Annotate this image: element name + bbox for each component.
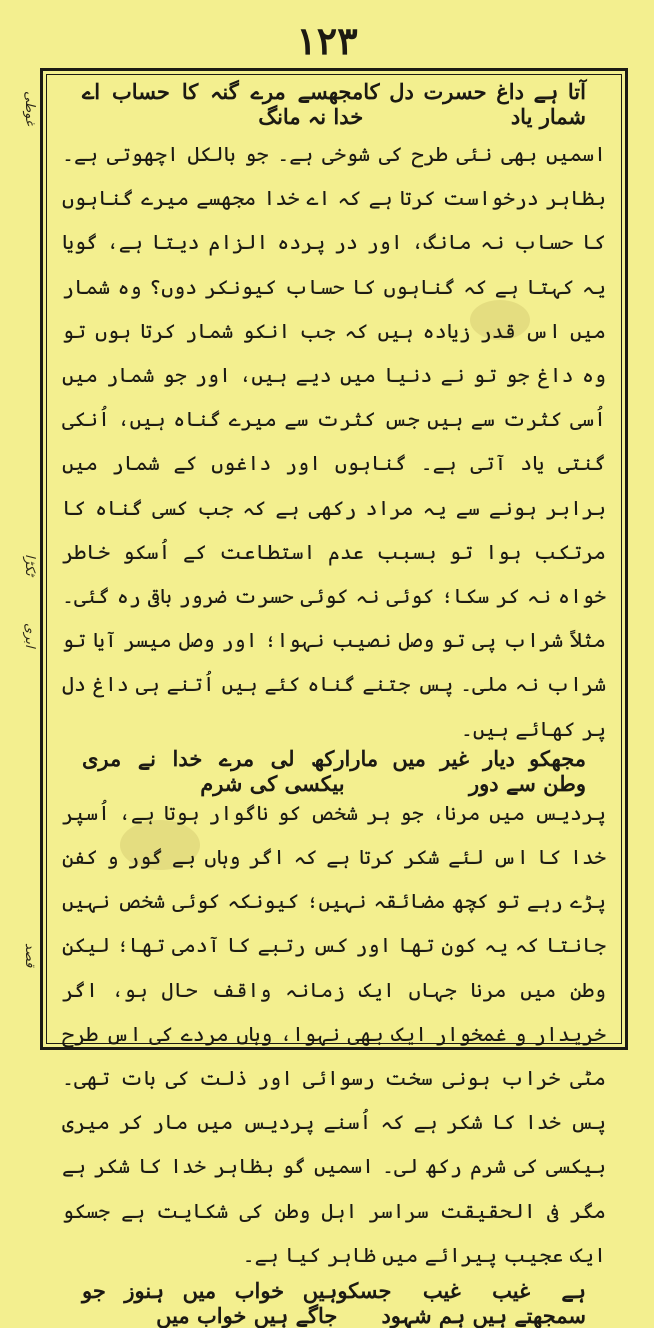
verse-couplet (58, 1278, 610, 1328)
page-content (58, 78, 610, 1328)
margin-note: قصد (22, 942, 37, 968)
verse-hemistich-first: ہے غیب غیب جسکو سمجھتے ہیں ہم شہود (337, 1278, 586, 1328)
verse-hemistich-first: مجھکو دیار غیر میں مارا وطن سے دور (344, 745, 586, 796)
verse-hemistich-first: آتا ہے داغ حسرت دل کا شمار یاد (363, 79, 586, 129)
commentary-paragraph: اسمیں بھی نئی طرح کی شوخی ہے۔ جو بالکل اچھوتی ہے۔ بظاہر درخواست کرتا ہے کہ اے خدا مجھسے میرے گناہوں کا حساب نہ مانگ، اور در پردہ الزام دیتا ہے، گویا یہ کہتا ہے کہ گناہوں کا حساب کیونکر دوں؟ وہ شمار میں اس قدر زیادہ ہیں کہ جب انکو شمار کرتا ہوں تو وہ داغ جو تو نے دنیا میں دیے ہیں، اور جو شمار میں اُسی کثرت سے ہیں جس کثرت سے میرے گناہ ہیں، اُنکی گنتی یاد آتی ہے۔ گناہوں اور داغوں کے شمار میں برابر ہونے سے یہ مراد رکھی ہے کہ جب کسی گناہ کا مرتکب ہوا تو بسبب عدم استطاعت کے اُسکو خاطر خواہ نہ کر سکا؛ کوئی نہ کوئی حسرت ضرور باقی رہ گئی۔ مثلاً شراب پی تو وصل نصیب نہوا؛ اور وصل میسر آیا تو شراب نہ ملی۔ پس جتنے گناہ کئے ہیں اُتنے ہی داغ دل پر کھائے ہیں۔ (62, 142, 606, 741)
verse-hemistich-second: مجھسے مرے گنہ کا حساب اے خدا نہ مانگ (82, 79, 364, 129)
verse-hemistich-second: رکھ لی مرے خدا نے مری بیکسی کی شرم (82, 745, 345, 796)
margin-note: ٹکڑا (22, 554, 37, 576)
page-number: ۱۲۳ (296, 18, 358, 63)
verse-couplet (58, 79, 610, 129)
margin-note: ابری (22, 622, 37, 648)
margin-note: غوطی (22, 90, 37, 126)
commentary-paragraph: پردیس میں مرنا، جو ہر شخص کو ناگوار ہوتا ہے، اُسپر خدا کا اس لئے شکر کرتا ہے کہ اگر وہاں بے گور و کفن پڑے رہے تو کچھ مضائقہ نہیں؛ کیونکہ کوئی شخص نہیں جانتا کہ یہ کون تھا اور کس رتبے کا آدمی تھا؛ لیکن وطن میں مرنا جہاں ایک زمانہ واقف حال ہو، اگر خریدار و غمخوار ایک بھی نہوا، وہاں مردے کی اس طرح مٹی خراب ہونی سخت رسوائی اور ذلت کی بات تھی۔ پس خدا کا شکر ہے کہ اُسنے پردیس میں مار کر میری بیکسی کی شرم رکھ لی۔ اسمیں گو بظاہر خدا کا شکر ہے مگر فی الحقیقت سراسر اہل وطن کی شکایت ہے جسکو ایک عجیب پیرائے میں ظاہر کیا ہے۔ (62, 800, 606, 1267)
verse-couplet (58, 745, 610, 796)
verse-hemistich-second: ہیں خواب میں ہنوز جو جاگے ہیں خواب میں (82, 1278, 338, 1328)
